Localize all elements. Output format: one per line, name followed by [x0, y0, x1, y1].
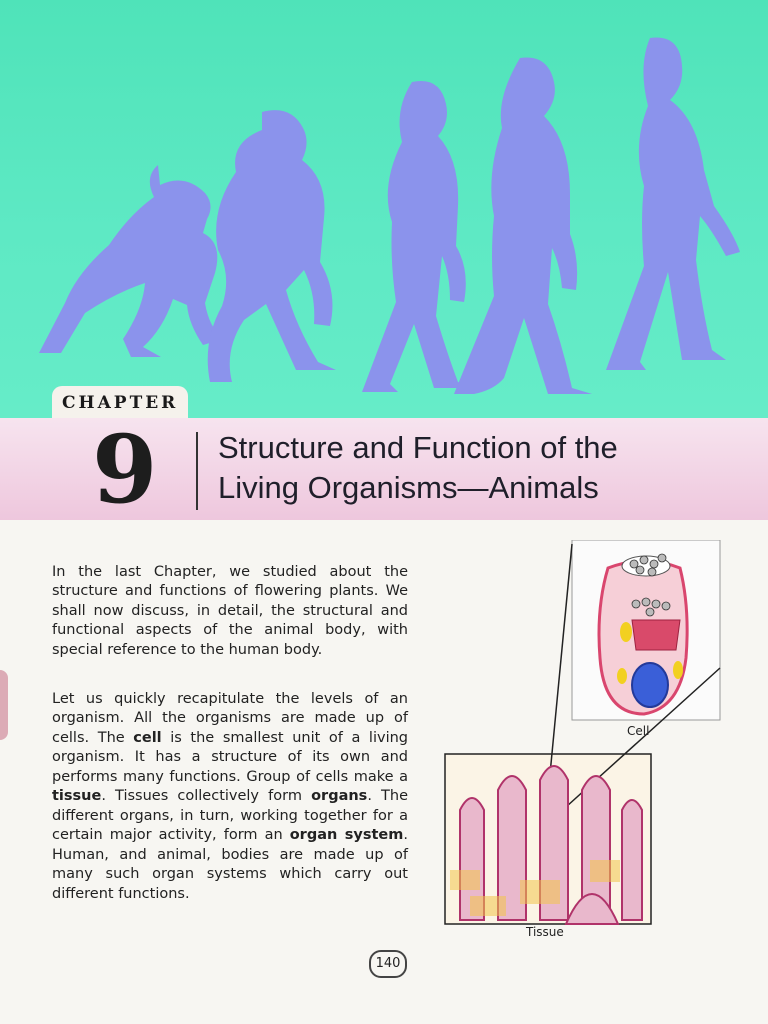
term-organ-system: organ system [289, 827, 404, 843]
chapter-label: CHAPTER [62, 393, 179, 413]
chapter-title [218, 428, 758, 508]
modern-human-silhouette [606, 38, 740, 370]
chapter-title-line2: Living Organisms—Animals [218, 470, 599, 505]
page-number: 140 [369, 950, 407, 978]
term-organs: organs [311, 788, 368, 804]
early-hominid-silhouette [208, 110, 336, 382]
early-human-silhouette [454, 58, 592, 395]
term-cell: cell [133, 729, 162, 746]
term-tissue: tissue [52, 788, 102, 804]
cell-tissue-figure [440, 540, 730, 940]
cell-icon [599, 554, 687, 714]
hominid-silhouette [362, 81, 474, 392]
intro-paragraph: In the last Chapter, we studied about the structure and functions of flowering plants. We shall now discuss, in detail, the structural and functional aspects of the animal body, with special reference to the human body. [52, 563, 408, 658]
cell-label: Cell [627, 724, 650, 738]
ape-silhouette [39, 165, 223, 357]
human-evolution-silhouettes [0, 0, 768, 420]
cell-tissue-illustration [440, 540, 730, 940]
title-divider [196, 432, 198, 510]
tissue-label: Tissue [526, 925, 564, 939]
levels-paragraph: Let us quickly recapitulate the levels of an organism. All the organisms are made up of cells. The cell is the smallest unit of a living organism. It has a structure of its own and performs many functions. Group of cells make a tissue. Tissues collectively form organs. The different organs, in turn, working together for a certain major activity, form an organ system. Human, and animal, bodies are made up of many such organ systems which carry out different functions. [52, 690, 409, 902]
page-edge-mark [0, 670, 8, 740]
chapter-number: 9 [92, 415, 158, 525]
chapter-title-line1: Structure and Function of the [218, 430, 618, 465]
